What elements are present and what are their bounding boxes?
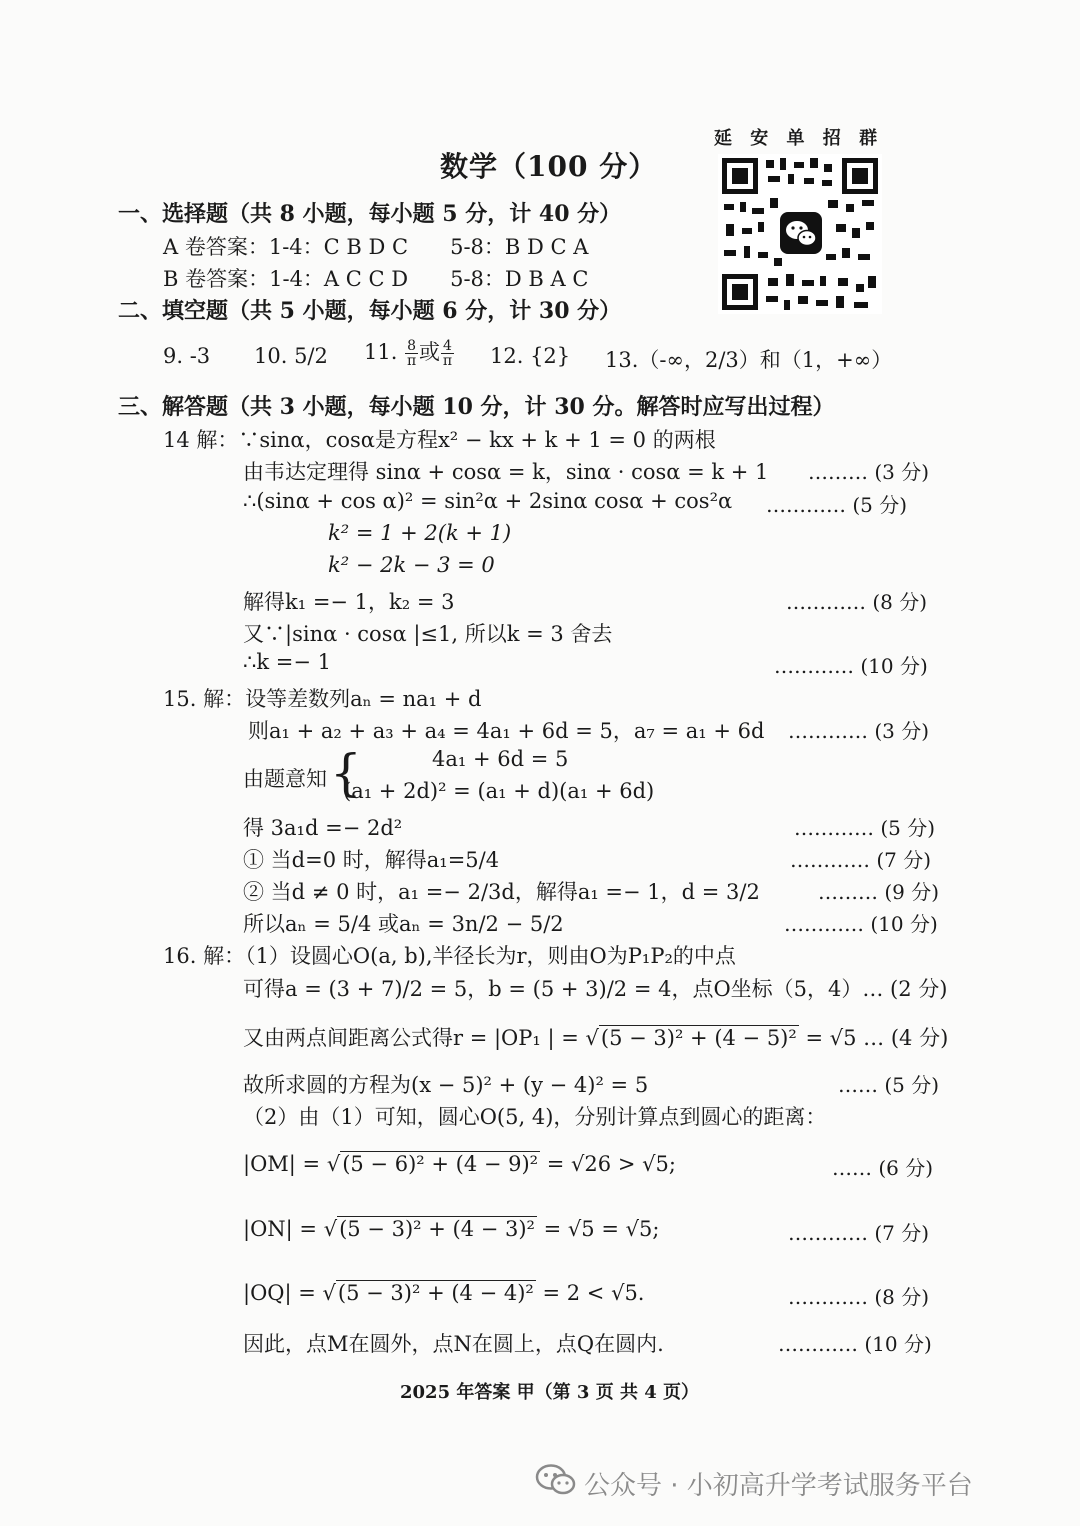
q16-line2: 可得a = (3 + 7)/2 = 5，b = (5 + 3)/2 = 4，点O坐标（5，4）… (2 分) — [243, 977, 948, 1001]
section2-heading: 二、填空题（共 5 小题，每小题 6 分，计 30 分） — [118, 298, 622, 324]
qr-caption: 延 安 单 招 群 — [714, 128, 884, 149]
q14-line1: 14 解：∵sinα，cosα是方程x² − kx + k + 1 = 0 的两根 — [163, 428, 716, 452]
q15-line2: 则a₁ + a₂ + a₃ + a₄ = 4a₁ + 6d = 5，a₇ = a₁ + 6d — [248, 719, 765, 743]
answer-9: 9. -3 — [163, 344, 211, 368]
q14-score2: ……… (3 分) — [808, 460, 930, 484]
q16-score-on: ………… (7 分) — [788, 1221, 930, 1245]
q16-line1: 16. 解：（1）设圆心O(a, b),半径长为r，则由O为P₁P₂的中点 — [163, 944, 736, 968]
watermark-text: 公众号 · 小初高升学考试服务平台 — [584, 1471, 973, 1501]
q15-system-eq2: (a₁ + 2d)² = (a₁ + d)(a₁ + 6d) — [343, 779, 655, 803]
q15-system-brace: { — [330, 744, 362, 802]
q16-line4: 故所求圆的方程为(x − 5)² + (y − 4)² = 5 — [243, 1073, 649, 1097]
q15-line7: 所以aₙ = 5/4 或aₙ = 3n/2 − 5/2 — [243, 912, 564, 936]
q15-line6: ② 当d ≠ 0 时，a₁ =− 2/3d，解得a₁ =− 1，d = 3/2 — [243, 880, 760, 904]
q15-score6: ……… (9 分) — [818, 880, 940, 904]
q16-line5: （2）由（1）可知，圆心O(5, 4)，分别计算点到圆心的距离： — [243, 1105, 827, 1129]
q15-system-label: 由题意知 — [243, 767, 327, 791]
answer-line-a: A 卷答案：1-4：C B D C 5-8：B D C A — [163, 235, 589, 259]
answer-13: 13.（-∞，2/3）和（1，+∞） — [605, 348, 893, 372]
q14-score3: ………… (5 分) — [766, 493, 908, 517]
q14-line7: 又∵|sinα · cosα |≤1, 所以k = 3 舍去 — [243, 622, 613, 646]
answer-10: 10. 5/2 — [254, 344, 328, 368]
q14-line2: 由韦达定理得 sinα + cosα = k，sinα · cosα = k + 1 — [243, 460, 769, 484]
page-title: 数学（100 分） — [440, 150, 658, 183]
q15-line4: 得 3a₁d =− 2d² — [243, 816, 403, 840]
q14-score6: ………… (8 分) — [786, 590, 928, 614]
q16-line3: 又由两点间距离公式得r = |OP₁ | = √(5 − 3)² + (4 − 5)² = √5 … (4 分) — [243, 1026, 949, 1050]
wechat-logo-icon — [535, 1462, 577, 1502]
q14-line6: 解得k₁ =− 1，k₂ = 3 — [243, 590, 455, 614]
q16-score-oq: ………… (8 分) — [788, 1285, 930, 1309]
q16-oq: |OQ| = √(5 − 3)² + (4 − 4)² = 2 < √5. — [243, 1281, 645, 1305]
q15-system-eq1: 4a₁ + 6d = 5 — [432, 747, 569, 771]
q14-line8: ∴k =− 1 — [243, 650, 331, 674]
q15-line5: ① 当d=0 时，解得a₁=5/4 — [243, 848, 500, 872]
q15-score4: ………… (5 分) — [794, 816, 936, 840]
q16-on: |ON| = √(5 − 3)² + (4 − 3)² = √5 = √5; — [243, 1217, 660, 1241]
q14-line5: k² − 2k − 3 = 0 — [328, 553, 495, 577]
answer-line-b: B 卷答案：1-4：A C C D 5-8：D B A C — [163, 267, 589, 291]
answer-12: 12. {2} — [490, 344, 571, 368]
qr-code-icon — [718, 154, 882, 314]
section3-heading: 三、解答题（共 3 小题，每小题 10 分，计 30 分。解答时应写出过程） — [118, 394, 835, 420]
q15-score7: ………… (10 分) — [784, 912, 938, 936]
page-footer: 2025 年答案 甲（第 3 页 共 4 页） — [400, 1382, 700, 1403]
q16-score4: …… (5 分) — [838, 1073, 940, 1097]
q16-score-om: …… (6 分) — [832, 1156, 934, 1180]
q14-score8: ………… (10 分) — [774, 654, 928, 678]
q14-line3: ∴(sinα + cos α)² = sin²α + 2sinα cosα + cos²α — [243, 489, 733, 513]
q14-line4: k² = 1 + 2(k + 1) — [328, 521, 512, 545]
answer-11: 11. $\frac{8}{\pi}$ 或 $\frac{4}{\pi}$ — [364, 338, 453, 369]
section1-heading: 一、选择题（共 8 小题，每小题 5 分，计 40 分） — [118, 201, 622, 227]
q16-om: |OM| = √(5 − 6)² + (4 − 9)² = √26 > √5; — [243, 1152, 676, 1176]
q15-score2: ………… (3 分) — [788, 719, 930, 743]
q16-conclusion: 因此，点M在圆外，点N在圆上，点Q在圆内. — [243, 1332, 664, 1356]
q16-score-conclusion: ………… (10 分) — [778, 1332, 932, 1356]
q15-line1: 15. 解：设等差数列aₙ = na₁ + d — [163, 687, 482, 711]
q15-score5: ………… (7 分) — [790, 848, 932, 872]
